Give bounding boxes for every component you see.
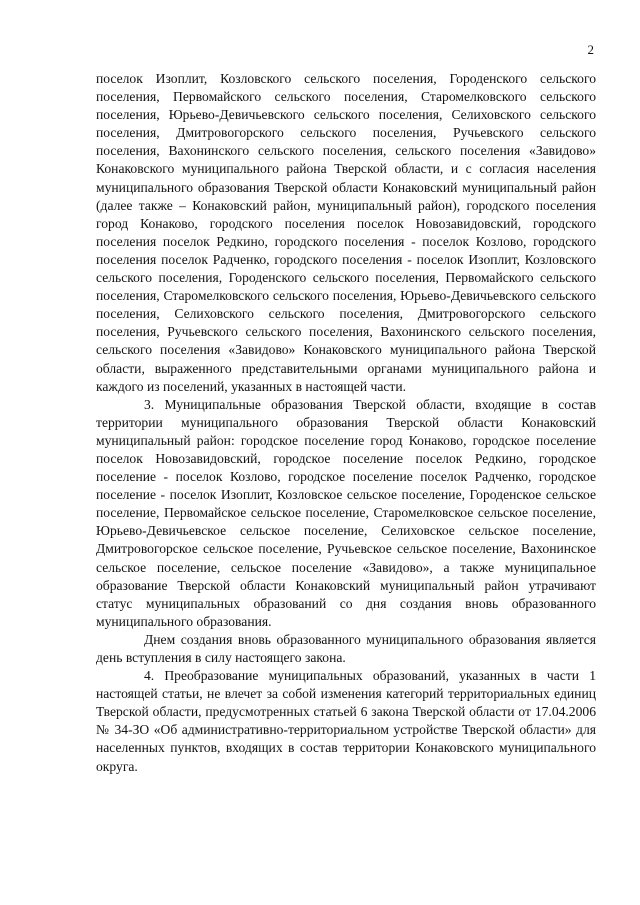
paragraph-part-3: 3. Муниципальные образования Тверской области, входящие в состав территории муниципального образования Тверской области Конаковский муниципальный район: городское поселение город Конаково, городское поселение поселок Новозавидовский, городское поселение поселок Редкино, городское поселение - поселок Козлово, городское поселение поселок Радченко, городское поселение - поселок Изоплит, Козловское сельское поселение, Городенское сельское поселение, Первомайское сельское поселение, Старомелковское сельское поселение, Юрьево-Девичьевское сельское поселение, Селиховское сельское поселение, Дмитровогорское сельское поселение, Ручьевское сельское поселение, Вахонинское сельское поселение, сельское поселение «Завидово», а также муниципальное образование Тверской области Конаковский муниципальный район утрачивают статус муниципальных образований со дня создания вновь образованного муниципального образования. <box>96 396 596 629</box>
paragraph-creation-day: Днем создания вновь образованного муниципального образования является день вступления в силу настоящего закона. <box>96 631 596 665</box>
document-body <box>96 70 596 776</box>
paragraph-continuation: поселок Изоплит, Козловского сельского поселения, Городенского сельского поселения, Первомайского сельского поселения, Старомелковского сельского поселения, Юрьево-Девичьевского сельского поселения, Селиховского сельского поселения, Дмитровогорского сельского поселения, Ручьевского сельского поселения, Вахонинского сельского поселения, сельского поселения «Завидово» Конаковского муниципального района Тверской области, и с согласия населения муниципального образования Тверской области Конаковский муниципальный район (далее также – Конаковский район, муниципальный район), городского поселения город Конаково, городского поселения поселок Новозавидовский, городского поселения поселок Редкино, городского поселения - поселок Козлово, городского поселения поселок Радченко, городского поселения - поселок Изоплит, Козловского сельского поселения, Городенского сельского поселения, Первомайского сельского поселения, Старомелковского сельского поселения, Юрьево-Девичьевского сельского поселения, Селиховского сельского поселения, Дмитровогорского сельского поселения, Ручьевского сельского поселения, Вахонинского сельского поселения, сельского поселения «Завидово» Конаковского муниципального района Тверской области, выраженного представительными органами муниципального района и каждого из поселений, указанных в настоящей части. <box>96 71 596 394</box>
paragraph-part-4: 4. Преобразование муниципальных образований, указанных в части 1 настоящей статьи, не влечет за собой изменения категорий территориальных единиц Тверской области, предусмотренных статьей 6 закона Тверской области от 17.04.2006 № 34-ЗО «Об административно-территориальном устройстве Тверской области» для населенных пунктов, входящих в состав территории Конаковского муниципального округа. <box>96 668 596 774</box>
page-number: 2 <box>587 42 594 57</box>
